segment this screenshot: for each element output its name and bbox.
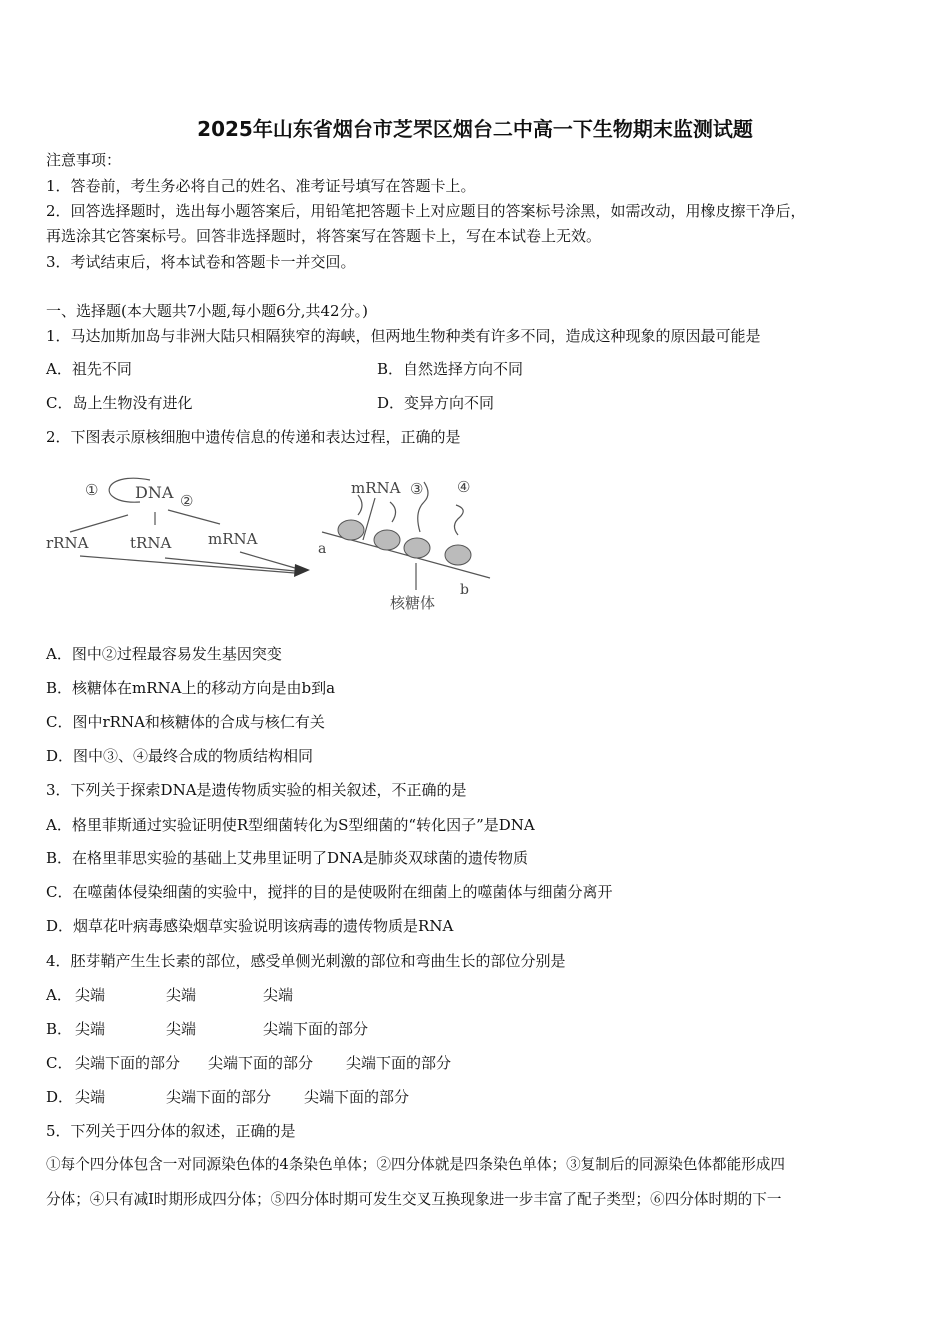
option-cell: 尖端下面的部分 bbox=[208, 1054, 314, 1072]
section-heading: 一、选择题(本大题共7小题,每小题6分,共42分。) bbox=[46, 302, 368, 320]
gene-expression-figure bbox=[40, 460, 500, 620]
note-item: 1．答卷前，考生务必将自己的姓名、准考证号填写在答题卡上。 bbox=[46, 177, 476, 195]
option-cell: 尖端 bbox=[75, 1088, 106, 1106]
q1-option-a: A．祖先不同 bbox=[46, 360, 132, 378]
q2-option-d: D．图中③、④最终合成的物质结构相同 bbox=[46, 747, 314, 765]
page-title: 2025年山东省烟台市芝罘区烟台二中高一下生物期末监测试题 bbox=[197, 117, 753, 141]
option-cell: 尖端下面的部分 bbox=[166, 1088, 272, 1106]
option-cell: 尖端 bbox=[166, 986, 197, 1004]
q1-option-b: B．自然选择方向不同 bbox=[377, 360, 524, 378]
q2-option-c: C．图中rRNA和核糖体的合成与核仁有关 bbox=[46, 713, 325, 731]
option-cell: 尖端 bbox=[75, 1020, 106, 1038]
question-3-stem: 3．下列关于探索DNA是遗传物质实验的相关叙述，不正确的是 bbox=[46, 781, 467, 799]
note-item: 3．考试结束后，将本试卷和答题卡一并交回。 bbox=[46, 253, 356, 271]
label-3: ③ bbox=[410, 480, 424, 498]
question-5-stem: 5．下列关于四分体的叙述，正确的是 bbox=[46, 1122, 296, 1140]
option-label: C． bbox=[46, 1054, 73, 1072]
option-cell: 尖端下面的部分 bbox=[75, 1054, 181, 1072]
label-rrna: rRNA bbox=[46, 534, 89, 552]
label-mrna: mRNA bbox=[208, 530, 258, 548]
label-1: ① bbox=[85, 481, 99, 499]
label-dna: DNA bbox=[135, 483, 174, 502]
label-a: a bbox=[318, 541, 327, 557]
q3-option-c: C．在噬菌体侵染细菌的实验中，搅拌的目的是使吸附在细菌上的噬菌体与细菌分离开 bbox=[46, 883, 613, 901]
option-cell: 尖端下面的部分 bbox=[304, 1088, 410, 1106]
question-4-stem: 4．胚芽鞘产生生长素的部位，感受单侧光刺激的部位和弯曲生长的部位分别是 bbox=[46, 952, 566, 970]
note-item: 2．回答选择题时，选出每小题答案后，用铅笔把答题卡上对应题目的答案标号涂黑，如需改动，用橡皮擦干净后， bbox=[46, 202, 806, 220]
q3-option-a: A．格里菲斯通过实验证明使R型细菌转化为S型细菌的“转化因子”是DNA bbox=[46, 816, 535, 834]
question-1-stem: 1．马达加斯加岛与非洲大陆只相隔狭窄的海峡，但两地生物种类有许多不同，造成这种现象的原因最可能是 bbox=[46, 327, 761, 345]
option-cell: 尖端 bbox=[75, 986, 106, 1004]
label-b: b bbox=[460, 582, 469, 598]
label-mrna-right: mRNA bbox=[351, 479, 401, 497]
q1-option-d: D．变异方向不同 bbox=[377, 394, 495, 412]
option-cell: 尖端 bbox=[263, 986, 294, 1004]
q5-statement-line: 分体；④只有减Ⅰ时期形成四分体；⑤四分体时期可发生交叉互换现象进一步丰富了配子类型；⑥四分体时期的下一 bbox=[46, 1191, 782, 1208]
question-2-stem: 2．下图表示原核细胞中遗传信息的传递和表达过程，正确的是 bbox=[46, 428, 461, 446]
option-cell: 尖端下面的部分 bbox=[346, 1054, 452, 1072]
q2-option-a: A．图中②过程最容易发生基因突变 bbox=[46, 645, 282, 663]
option-label: D． bbox=[46, 1088, 74, 1106]
q3-option-d: D．烟草花叶病毒感染烟草实验说明该病毒的遗传物质是RNA bbox=[46, 917, 454, 935]
q3-option-b: B．在格里菲思实验的基础上艾弗里证明了DNA是肺炎双球菌的遗传物质 bbox=[46, 849, 529, 867]
option-label: A． bbox=[46, 986, 72, 1004]
q2-option-b: B．核糖体在mRNA上的移动方向是由b到a bbox=[46, 679, 336, 697]
option-label: B． bbox=[46, 1020, 73, 1038]
label-trna: tRNA bbox=[130, 534, 172, 552]
notes-heading: 注意事项： bbox=[46, 151, 122, 169]
q1-option-c: C．岛上生物没有进化 bbox=[46, 394, 193, 412]
q5-statement-line: ①每个四分体包含一对同源染色体的4条染色单体；②四分体就是四条染色单体；③复制后的同源染色体都能形成四 bbox=[46, 1156, 785, 1173]
label-4: ④ bbox=[457, 478, 471, 496]
option-cell: 尖端 bbox=[166, 1020, 197, 1038]
option-cell: 尖端下面的部分 bbox=[263, 1020, 369, 1038]
note-item: 再选涂其它答案标号。回答非选择题时，将答案写在答题卡上，写在本试卷上无效。 bbox=[46, 227, 602, 245]
label-ribosome: 核糖体 bbox=[390, 594, 436, 612]
ribosomes bbox=[338, 520, 471, 565]
label-2: ② bbox=[180, 492, 194, 510]
